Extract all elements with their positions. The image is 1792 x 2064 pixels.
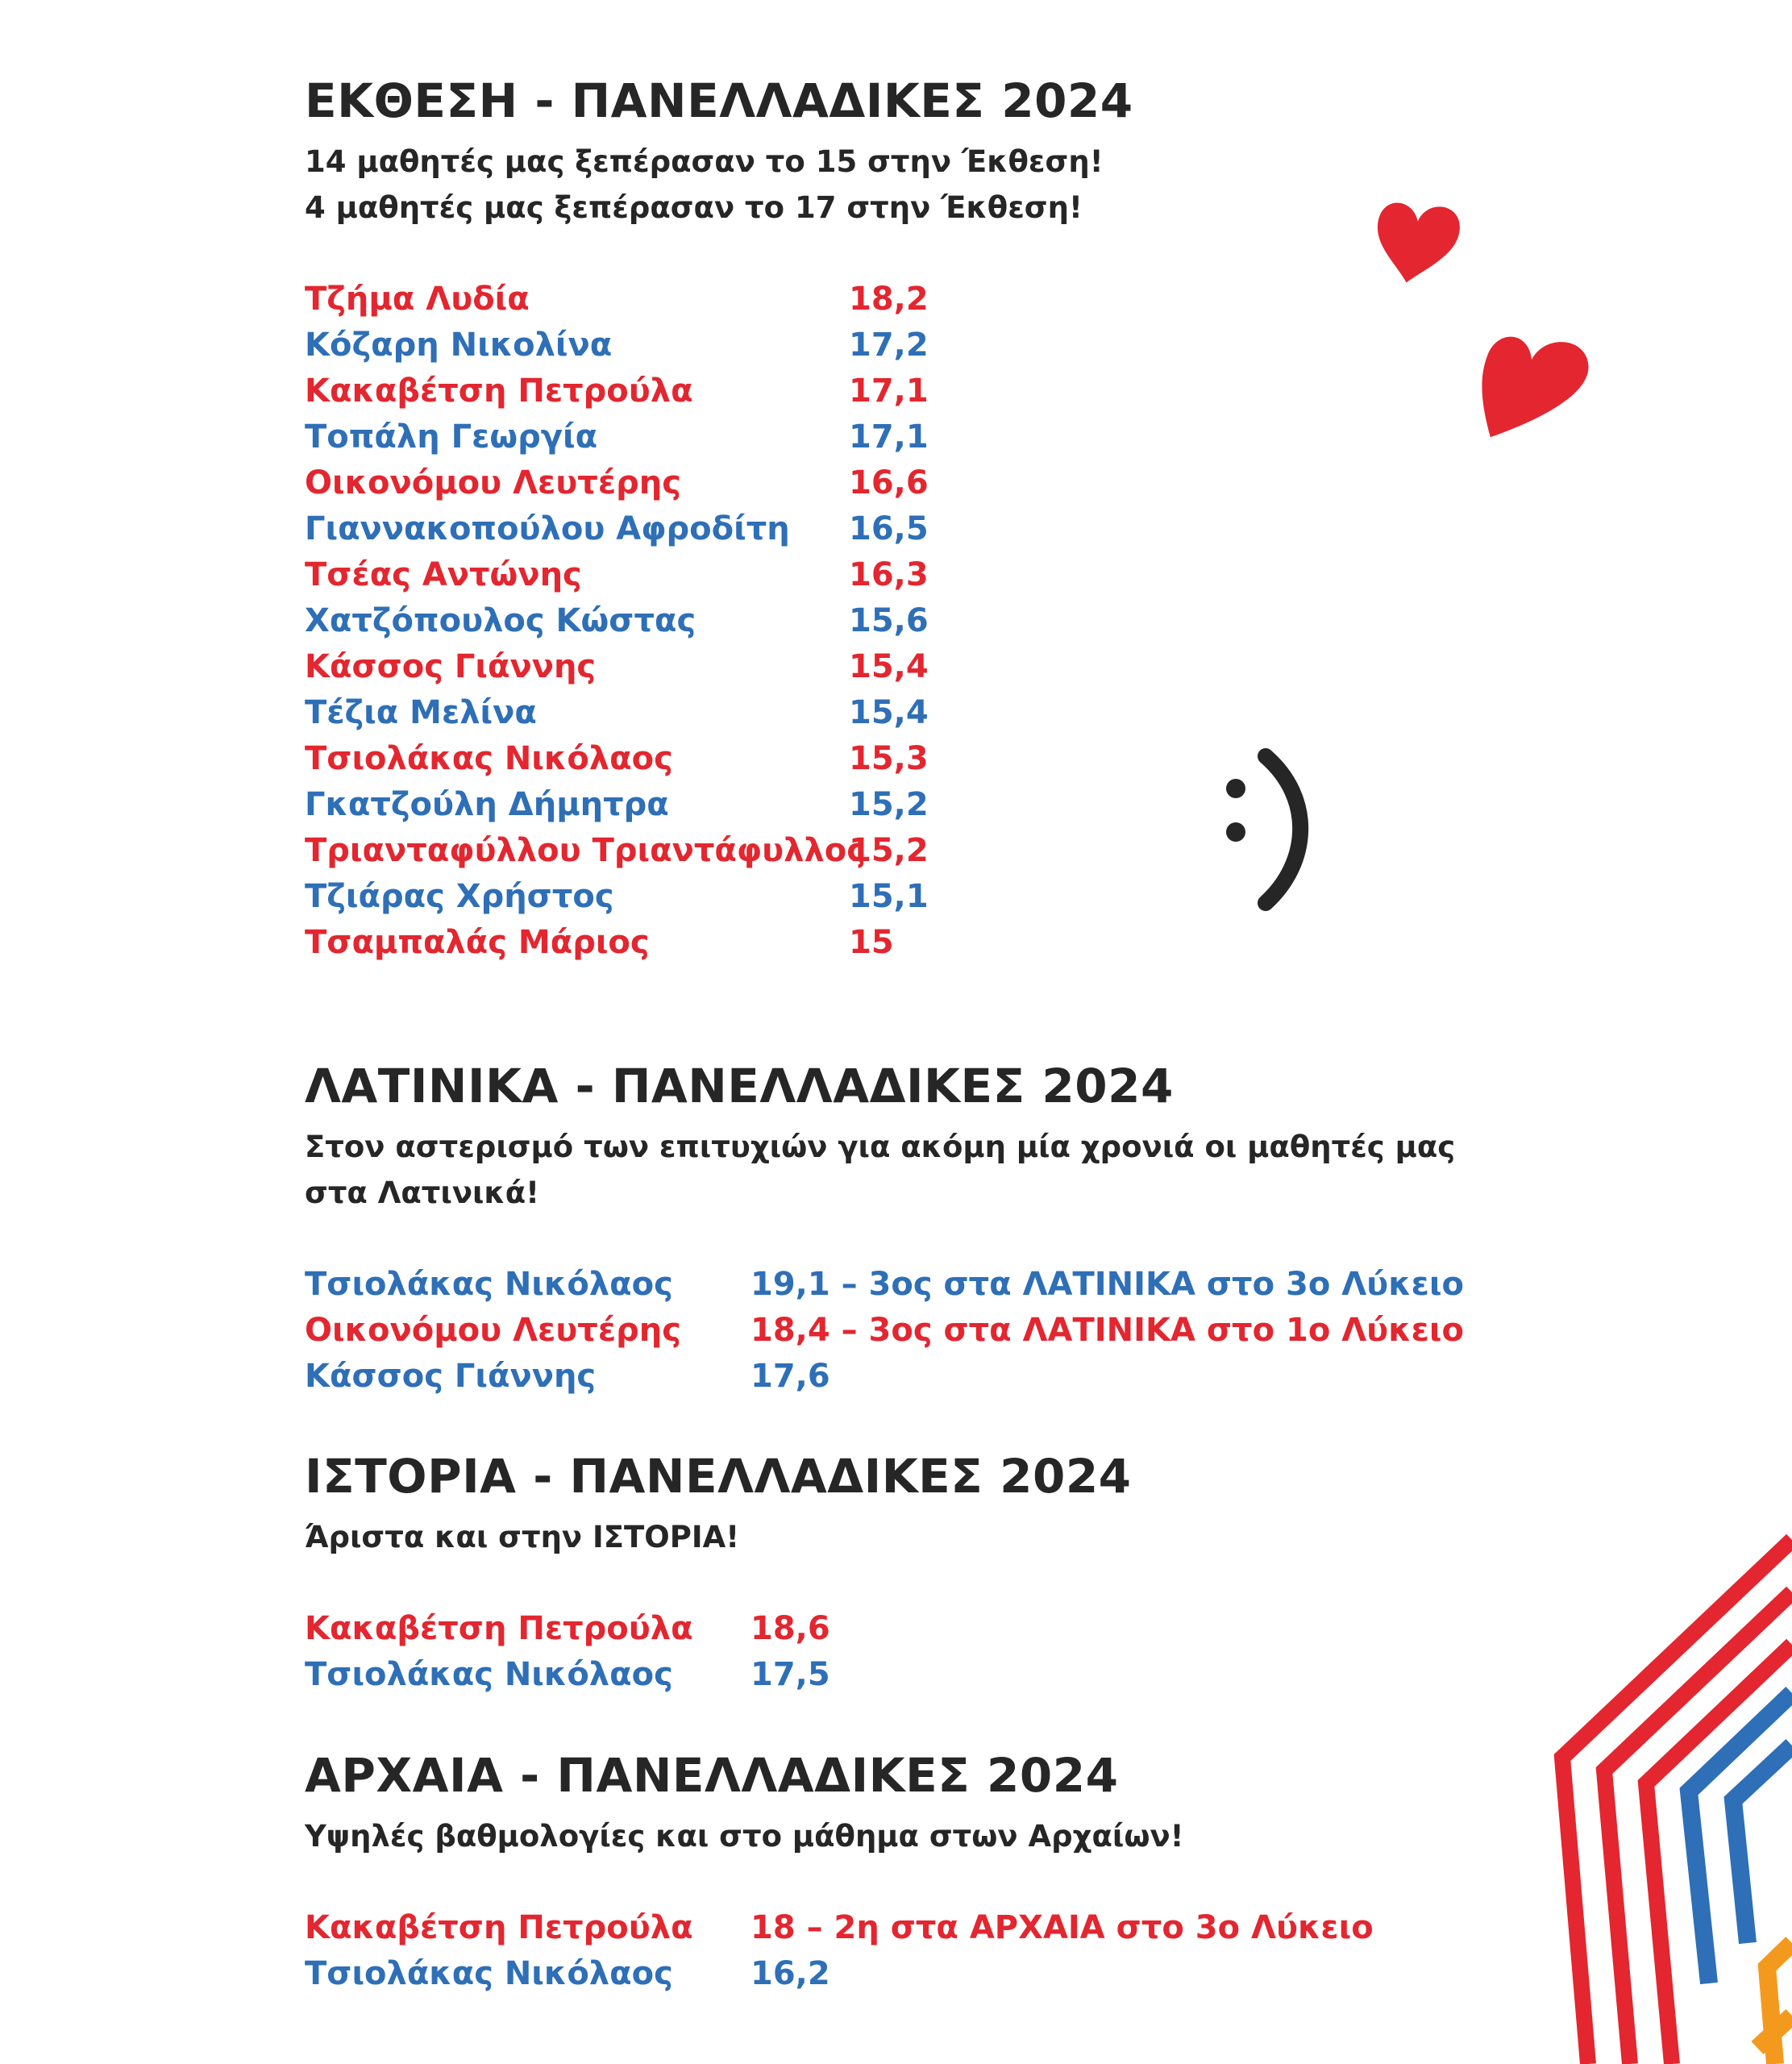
heart-icon [1467,314,1596,452]
section-subtitle-line: στα Λατινικά! [305,1176,540,1210]
smiley-icon [1209,742,1322,911]
student-score: 15,4 [849,648,929,685]
result-row [305,1905,1374,1951]
result-row [305,552,1133,598]
results-list [305,1905,1374,1997]
results-list [305,1262,1464,1400]
student-score: 15,4 [849,694,929,731]
student-name: Κακαβέτση Πετρούλα [305,372,693,410]
student-score: 15,2 [849,786,929,823]
section-latinika [305,1058,1464,1400]
student-score: 16,2 [750,1955,830,1992]
section-subtitle-line: Υψηλές βαθμολογίες και στο μάθημα στων Αρχαίων! [305,1819,1184,1854]
section-istoria [305,1448,1132,1698]
student-score: 17,1 [849,372,929,410]
result-row [305,277,1133,322]
student-score: 15,6 [849,602,929,639]
result-row [305,1951,1184,1997]
student-score: 19,1 – 3ος στα ΛΑΤΙΝΙΚΑ στο 3ο Λύκειο [750,1266,1464,1303]
result-row [305,598,1133,644]
student-name: Τζιάρας Χρήστος [305,878,614,915]
student-name: Κακαβέτση Πετρούλα [305,1610,693,1647]
student-score: 18,2 [849,281,929,318]
student-name: Τσέας Αντώνης [305,556,582,593]
student-name: Γιαννακοπούλου Αφροδίτη [305,510,790,547]
student-name: Γκατζούλη Δήμητρα [305,786,669,823]
result-row [305,690,1133,736]
student-score: 17,6 [750,1358,830,1395]
student-name: Τοπάλη Γεωργία [305,418,598,456]
result-row [305,322,1133,368]
stripes-graphic [1556,1532,1792,2064]
student-score: 18,6 [750,1610,830,1647]
results-list [305,277,1133,966]
student-name: Τσιολάκας Νικόλαος [305,740,673,777]
result-row [305,782,1133,828]
section-title: ΛΑΤΙΝΙΚΑ - ΠΑΝΕΛΛΑΔΙΚΕΣ 2024 [305,1059,1174,1113]
result-row [305,506,1133,552]
student-score: 17,1 [849,418,929,456]
result-row [305,1606,1132,1652]
results-list [305,1606,1132,1698]
student-name: Οικονόμου Λευτέρης [305,464,681,501]
student-score: 15,1 [849,878,929,915]
student-score: 18 – 2η στα ΑΡΧΑΙΑ στο 3ο Λύκειο [750,1909,1374,1946]
result-row [305,414,1133,460]
student-score: 18,4 – 3ος στα ΛΑΤΙΝΙΚΑ στο 1ο Λύκειο [750,1312,1464,1349]
result-row [305,368,1133,414]
student-score: 15,3 [849,740,929,777]
section-archaia [305,1747,1374,1997]
result-row [305,1652,1132,1698]
result-row [305,736,1133,782]
result-row [305,920,1133,966]
student-name: Τσιολάκας Νικόλαος [305,1656,673,1693]
student-score: 16,3 [849,556,929,593]
student-name: Τσαμπαλάς Μάριος [305,924,650,961]
section-subtitle-line: 4 μαθητές μας ξεπέρασαν το 17 στην Έκθεση! [305,190,1083,225]
result-row [305,874,1133,920]
student-name: Τριανταφύλλου Τριαντάφυλλος [305,832,866,869]
student-name: Κάσσος Γιάννης [305,1358,597,1395]
student-name: Τζήμα Λυδία [305,281,530,318]
section-subtitle-line: Στον αστερισμό των επιτυχιών για ακόμη μία χρονιά οι μαθητές μας [305,1130,1456,1164]
heart-icon [1370,194,1463,290]
section-title: ΙΣΤΟΡΙΑ - ΠΑΝΕΛΛΑΔΙΚΕΣ 2024 [305,1449,1132,1504]
result-row [305,1308,1464,1354]
section-ekthesi [305,73,1133,966]
student-name: Κάσσος Γιάννης [305,648,597,685]
section-title: ΑΡΧΑΙΑ - ΠΑΝΕΛΛΑΔΙΚΕΣ 2024 [305,1748,1119,1803]
student-name: Κόζαρη Νικολίνα [305,327,613,364]
student-score: 15 [849,924,894,961]
result-row [305,828,1133,874]
student-name: Τσιολάκας Νικόλαος [305,1955,673,1992]
section-title: ΕΚΘΕΣΗ - ΠΑΝΕΛΛΑΔΙΚΕΣ 2024 [305,73,1133,128]
result-row [305,1262,1464,1308]
result-row [305,644,1133,690]
student-name: Οικονόμου Λευτέρης [305,1312,681,1349]
student-score: 17,5 [750,1656,830,1693]
student-score: 15,2 [849,832,929,869]
student-name: Τέζια Μελίνα [305,694,537,731]
student-score: 16,5 [849,510,929,547]
result-row [305,1354,1455,1400]
student-score: 16,6 [849,464,929,501]
student-name: Κακαβέτση Πετρούλα [305,1909,693,1946]
student-name: Τσιολάκας Νικόλαος [305,1266,673,1303]
student-name: Χατζόπουλος Κώστας [305,602,696,639]
result-row [305,460,1133,506]
student-score: 17,2 [849,327,929,364]
section-subtitle-line: 14 μαθητές μας ξεπέρασαν το 15 στην Έκθεση! [305,144,1104,179]
section-subtitle-line: Άριστα και στην ΙΣΤΟΡΙΑ! [305,1520,740,1554]
